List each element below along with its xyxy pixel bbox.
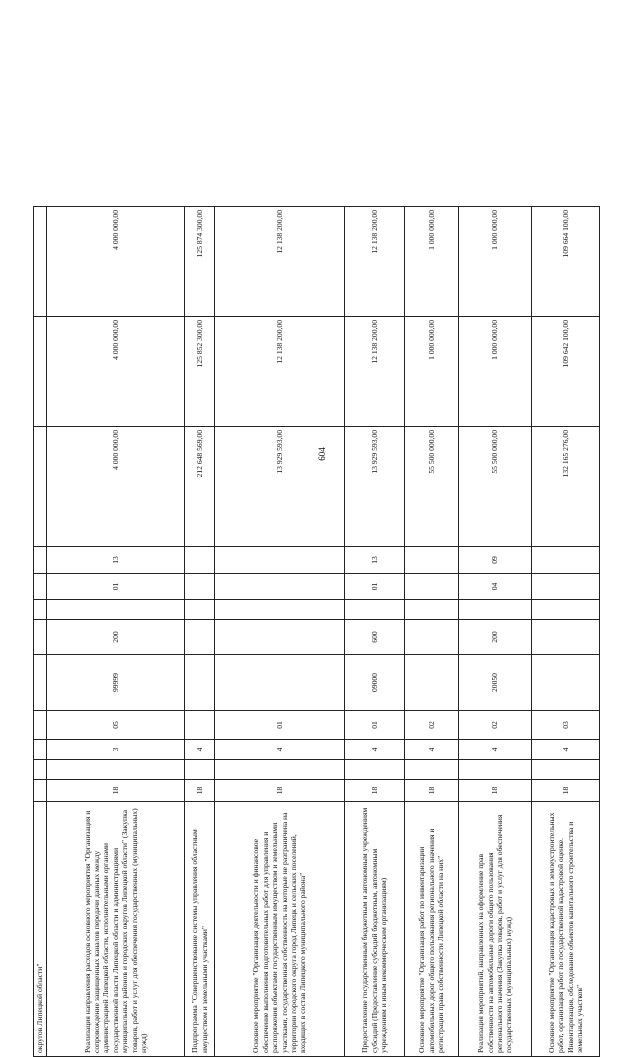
code-cell: 4 (185, 740, 215, 760)
code-cell (215, 600, 345, 620)
row-name-cell: Основное мероприятие "Организация кадастровых и землеустроительных работ, организация работ по государственной кадастровой оценке. Инвентаризация, обследование объектов капитального строительства и земельных участков" (532, 802, 600, 1057)
amount-cell: 109 664 100,00 (532, 207, 600, 317)
amount-cell (34, 427, 47, 547)
code-cell (34, 600, 47, 620)
code-cell: 18 (185, 780, 215, 802)
table-row (47, 207, 185, 1057)
code-cell (532, 574, 600, 600)
amount-cell: 12 138 200,00 (215, 207, 345, 317)
code-cell: 03 (532, 711, 600, 740)
amount-cell (34, 207, 47, 317)
code-cell (345, 760, 405, 780)
amount-cell (34, 317, 47, 427)
code-cell (405, 620, 459, 655)
code-cell: 13 (47, 547, 185, 574)
page-number: 604 (317, 447, 327, 461)
row-name-cell: Реализация мероприятий, направленных на оформление прав собственности на автомобильные дороги общего пользования регионального значения (Закупка товаров, работ и услуг для обеспечения государственных (муниципальных) нужд) (459, 802, 532, 1057)
amount-cell: 1 000 000,00 (405, 207, 459, 317)
table-body (34, 207, 600, 1057)
code-cell: 4 (459, 740, 532, 760)
row-name-cell: округов Липецкой области" (34, 802, 47, 1057)
code-cell: 01 (47, 574, 185, 600)
code-cell (34, 547, 47, 574)
row-name-cell: Реализация направления расходов основного мероприятия "Организация и сопровождение защищенных каналов передачи данных между администрацией Липецкой области, исполнительными органами государственной власти Липецкой области и администрациями муниципальных районов и городских округов Липецкой области" (Закупка товаров, работ и услуг для обеспечения государственных (муниципальных) нужд) (47, 802, 185, 1057)
code-cell (405, 547, 459, 574)
amount-cell: 109 642 100,00 (532, 317, 600, 427)
code-cell: 200 (459, 620, 532, 655)
code-cell: 18 (47, 780, 185, 802)
code-cell: 04 (459, 574, 532, 600)
amount-cell: 13 929 593,00 (345, 427, 405, 547)
code-cell: 4 (405, 740, 459, 760)
code-cell: 4 (532, 740, 600, 760)
code-cell: 01 (215, 711, 345, 740)
code-cell: 99999 (47, 655, 185, 711)
row-name-cell: Подпрограмма "Совершенствование системы управления областным имуществом и земельными участками" (185, 802, 215, 1057)
code-cell (185, 711, 215, 740)
amount-cell: 132 165 276,00 (532, 427, 600, 547)
code-cell: 02 (405, 711, 459, 740)
amount-cell: 1 000 000,00 (459, 317, 532, 427)
row-name-cell: Предоставление государственным бюджетным и автономным учреждениям субсидий (Предоставление субсидий бюджетным, автономным учреждениям и иным некоммерческим организациям) (345, 802, 405, 1057)
amount-cell: 12 138 200,00 (215, 317, 345, 427)
code-cell (34, 780, 47, 802)
code-cell (34, 760, 47, 780)
amount-cell: 12 138 200,00 (345, 317, 405, 427)
code-cell: 18 (459, 780, 532, 802)
code-cell (215, 620, 345, 655)
amount-cell: 55 500 000,00 (459, 427, 532, 547)
code-cell: 09 (459, 547, 532, 574)
code-cell (185, 574, 215, 600)
code-cell (405, 600, 459, 620)
row-name-cell: Основное мероприятие "Организация деятельности и финансовое обеспечение выполнения подготовительных работ для управления и распоряжения объектами государственным имуществом и земельными участками, государственная собственность на которые не разграничена на территории городского округа город Липецк и сельских поселений, входящих в состав Липецкого муниципального района" (215, 802, 345, 1057)
amount-cell: 1 000 000,00 (405, 317, 459, 427)
code-cell: 3 (47, 740, 185, 760)
amount-cell: 4 000 000,00 (47, 427, 185, 547)
rotated-page-content (33, 207, 607, 1057)
code-cell (459, 600, 532, 620)
table-row (405, 207, 459, 1057)
code-cell (215, 574, 345, 600)
table-row (185, 207, 215, 1057)
code-cell (47, 760, 185, 780)
code-cell (532, 655, 600, 711)
code-cell: 18 (345, 780, 405, 802)
code-cell (405, 574, 459, 600)
code-cell (215, 655, 345, 711)
row-name-cell: Основное мероприятие "Организация работ по инвентаризации автомобильных дорог общего пользования регионального значения и регистрации права собственности Липецкой области на них" (405, 802, 459, 1057)
code-cell (34, 655, 47, 711)
code-cell: 01 (345, 574, 405, 600)
code-cell (345, 600, 405, 620)
amount-cell: 4 000 000,00 (47, 317, 185, 427)
code-cell: 18 (532, 780, 600, 802)
table-row (459, 207, 532, 1057)
code-cell (185, 547, 215, 574)
code-cell (185, 620, 215, 655)
code-cell: 13 (345, 547, 405, 574)
code-cell: 600 (345, 620, 405, 655)
amount-cell: 12 138 200,00 (345, 207, 405, 317)
code-cell: 20050 (459, 655, 532, 711)
code-cell (34, 574, 47, 600)
code-cell (34, 620, 47, 655)
code-cell (459, 760, 532, 780)
code-cell (34, 711, 47, 740)
amount-cell: 1 000 000,00 (459, 207, 532, 317)
code-cell (185, 760, 215, 780)
code-cell: 09000 (345, 655, 405, 711)
code-cell: 18 (215, 780, 345, 802)
code-cell (405, 655, 459, 711)
amount-cell: 125 852 300,00 (185, 317, 215, 427)
table-row (345, 207, 405, 1057)
code-cell (405, 760, 459, 780)
amount-cell: 13 929 593,00 (215, 427, 345, 547)
code-cell: 4 (345, 740, 405, 760)
code-cell (532, 620, 600, 655)
table-row (532, 207, 600, 1057)
table-row (34, 207, 47, 1057)
code-cell (185, 655, 215, 711)
code-cell: 02 (459, 711, 532, 740)
amount-cell: 4 000 000,00 (47, 207, 185, 317)
code-cell: 18 (405, 780, 459, 802)
code-cell: 05 (47, 711, 185, 740)
table-row (215, 207, 345, 1057)
code-cell (34, 740, 47, 760)
code-cell (532, 547, 600, 574)
code-cell: 4 (215, 740, 345, 760)
code-cell (215, 547, 345, 574)
code-cell (532, 600, 600, 620)
amount-cell: 55 500 000,00 (405, 427, 459, 547)
amount-cell: 125 874 300,00 (185, 207, 215, 317)
budget-table (33, 206, 600, 1057)
code-cell (532, 760, 600, 780)
code-cell (215, 760, 345, 780)
amount-cell: 212 648 569,00 (185, 427, 215, 547)
code-cell (47, 600, 185, 620)
code-cell: 200 (47, 620, 185, 655)
code-cell (185, 600, 215, 620)
code-cell: 01 (345, 711, 405, 740)
